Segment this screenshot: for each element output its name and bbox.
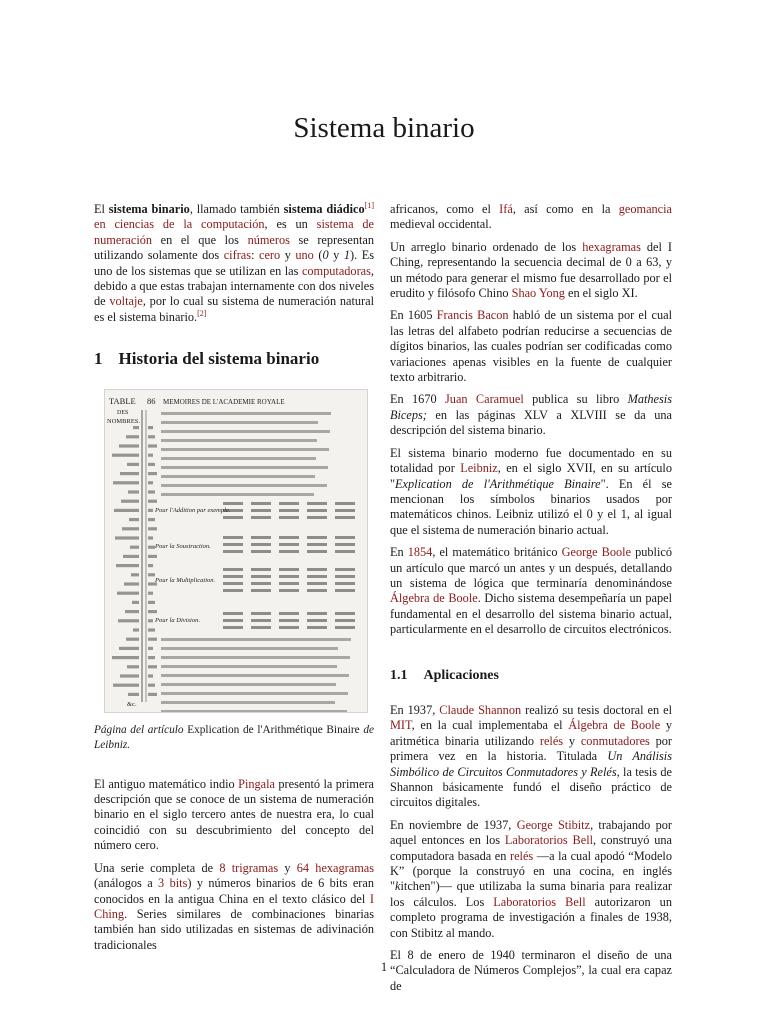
scan-mark [148, 656, 155, 659]
scan-mark [125, 610, 139, 613]
scan-mark [114, 508, 139, 511]
link-voltaje[interactable]: voltaje [109, 294, 143, 309]
scan-mark [335, 509, 355, 512]
scan-mark [251, 612, 271, 615]
scan-mark [279, 502, 299, 505]
scan-mark [161, 710, 347, 712]
binary-number-column [112, 426, 157, 696]
fig-nombres: NOMBRES. [107, 417, 141, 425]
scan-mark [127, 462, 139, 465]
fig-des: DES [117, 409, 129, 416]
scan-mark [279, 516, 299, 519]
scan-mark [161, 466, 328, 469]
scan-mark [279, 509, 299, 512]
scan-mark [126, 637, 139, 640]
scan-mark [161, 674, 349, 677]
scan-mark [148, 453, 153, 456]
link-cifras[interactable]: cifras [223, 248, 252, 263]
scan-mark [161, 638, 351, 641]
scan-mark [251, 626, 271, 629]
bold-term: sistema diádico [283, 202, 365, 216]
link-algebra-boole[interactable]: Álgebra de Boole [568, 718, 661, 733]
scan-mark [148, 637, 157, 640]
scan-mark [148, 665, 157, 668]
paragraph: En 1605 Francis Bacon habló de un sistema por el cual las letras del alfabeto podrían reducirse a secuencias de dígitos binarios, las cuales podrían ser codificadas como variaciones apenas visibles en la fuente de cualquier texto arbitrario. [390, 308, 672, 385]
scan-mark [251, 568, 271, 571]
scan-mark [307, 589, 327, 592]
scan-mark [223, 589, 243, 592]
scan-mark [335, 582, 355, 585]
scan-mark [148, 619, 153, 622]
link-hexagramas[interactable]: 64 hexagramas [296, 860, 375, 875]
paragraph: En 1937, Claude Shannon realizó su tesis doctoral en el MIT, en la cual implementaba el Álgebra de Boole y aritmética binaria utilizando relés y conmutadores por primera vez en la historia. Titulada Un Análisis Simbólico de Circuitos Conmutadores y Relés, la tesis de Shannon básicamente fundó el diseño práctico de circuitos digitales. [390, 702, 673, 810]
scan-mark [148, 499, 157, 502]
scan-mark [122, 527, 139, 530]
scan-mark [127, 665, 139, 668]
scan-mark [279, 536, 299, 539]
scan-mark [161, 665, 337, 668]
scan-mark [279, 575, 299, 578]
scan-mark [148, 600, 155, 603]
scan-mark [335, 575, 355, 578]
scan-mark [113, 481, 139, 484]
scan-mark [335, 589, 355, 592]
scan-mark [161, 412, 331, 415]
scan-mark [148, 591, 153, 594]
scan-mark [307, 582, 327, 585]
scan-mark [115, 536, 139, 539]
scan-mark [335, 550, 355, 553]
scan-mark [123, 554, 139, 557]
scan-mark [148, 564, 153, 567]
scan-mark [307, 612, 327, 615]
paragraph: En 1854, el matemático británico George Boole publicó un artículo que marcó un antes y un después, detallando un sistema de lógica que terminaría denominándose Álgebra de Boole. Dicho sistema desempeñaría un papel fundamental en el desarrollo del sistema binario actual, particularmente en el desarrollo de circuitos electrónicos. [390, 545, 673, 637]
scan-mark [335, 619, 355, 622]
link-laboratorios-bell[interactable]: Laboratorios Bell [493, 894, 586, 909]
fig-header-title: MEMOIRES DE L'ACADEMIE ROYALE [163, 397, 285, 406]
scan-mark [279, 619, 299, 622]
scan-mark [223, 582, 243, 585]
link-pingala[interactable]: Pingala [238, 776, 275, 791]
link-mit[interactable]: MIT [390, 718, 412, 733]
scan-mark [161, 484, 327, 487]
scan-mark [128, 692, 139, 695]
scan-mark [128, 490, 139, 493]
paragraph: El sistema binario moderno fue documentado en su totalidad por Leibniz, en el siglo XVII, en su artículo "Explication de l'Arithmétique Binaire". En él se mencionan los símbolos binarios usados por matemáticos chinos. Leibniz utilizó el 0 y el 1, al igual que el sistema de numeración binario actual. [390, 445, 672, 537]
scan-mark [148, 674, 153, 677]
scan-mark [112, 656, 139, 659]
scan-mark [223, 502, 243, 505]
scan-mark [223, 536, 243, 539]
scanned-page-illustration [105, 390, 367, 712]
scan-mark [161, 475, 315, 478]
link-laboratorios-bell[interactable]: Laboratorios Bell [504, 833, 594, 848]
scan-mark [117, 591, 139, 594]
scan-mark [307, 550, 327, 553]
fig-soustraction-label: Pour la Soustraction. [155, 542, 211, 550]
scan-mark [118, 619, 139, 622]
link-1854[interactable]: 1854 [407, 545, 433, 560]
fig-header-number: 86 [147, 395, 156, 406]
scan-mark [251, 582, 271, 585]
scan-mark [161, 457, 316, 460]
link-bits[interactable]: 3 bits [158, 876, 188, 891]
scan-mark [130, 545, 139, 548]
scan-mark [251, 509, 271, 512]
link-sistema-numeracion[interactable]: sistema de numeración [94, 217, 374, 247]
paragraph: En 1670 Juan Caramuel publica su libro Mathesis Biceps; en las páginas XLV a XLVIII se da una descripción del sistema binario. [390, 392, 672, 438]
fig-addition-label: Pour l'Addition par exemple. [155, 506, 231, 514]
page-number: 1 [380, 960, 388, 974]
link-george-stibitz[interactable]: George Stibitz [516, 817, 591, 832]
scan-mark [307, 626, 327, 629]
scan-mark [251, 543, 271, 546]
link-juan-caramuel[interactable]: Juan Caramuel [445, 392, 524, 407]
link-reles[interactable]: relés [510, 848, 534, 863]
scan-mark [335, 516, 355, 519]
scan-mark [148, 490, 155, 493]
right-column [390, 202, 672, 1001]
scan-mark [148, 646, 153, 649]
scan-mark [148, 554, 157, 557]
scan-mark [161, 647, 338, 650]
scan-mark [148, 527, 157, 530]
reference-link[interactable]: [2] [197, 308, 207, 318]
link-george-boole[interactable]: George Boole [561, 545, 632, 560]
scan-mark [148, 444, 157, 447]
scan-mark [251, 575, 271, 578]
scan-mark [148, 508, 153, 511]
scan-mark [279, 568, 299, 571]
scan-mark [148, 610, 157, 613]
scan-mark [223, 626, 243, 629]
scan-mark [223, 612, 243, 615]
fig-division-label: Pour la Division. [155, 616, 200, 624]
reference-link[interactable]: [1] [364, 200, 374, 210]
scan-mark [223, 619, 243, 622]
link-shao-yong[interactable]: Shao Yong [511, 286, 565, 301]
link-ifa[interactable]: Ifá [499, 202, 513, 216]
scan-mark [223, 568, 243, 571]
scan-mark [148, 545, 155, 548]
scan-mark [129, 518, 139, 521]
scan-mark [307, 502, 327, 505]
scan-mark [148, 435, 155, 438]
scan-mark [120, 472, 139, 475]
scan-mark [113, 683, 139, 686]
scan-mark [223, 575, 243, 578]
scan-mark [161, 448, 329, 451]
scan-mark [132, 600, 139, 603]
link-ciencias-computacion[interactable]: en ciencias de la computación [94, 217, 265, 232]
scan-mark [335, 543, 355, 546]
scan-mark [148, 573, 155, 576]
scan-mark [148, 536, 153, 539]
scan-mark [148, 426, 153, 429]
scan-mark [161, 493, 314, 496]
scan-mark [161, 692, 348, 695]
fig-multiplication-label: Pour la Multiplication. [155, 576, 216, 584]
link-francis-bacon[interactable]: Francis Bacon [436, 308, 509, 323]
scan-mark [307, 619, 327, 622]
scan-mark [119, 646, 139, 649]
paragraph: Una serie completa de 8 trigramas y 64 hexagramas (análogos a 3 bits) y números binarios de 6 bits eran conocidos en la antigua China en el texto clásico del I Ching. Series similares de combinaciones binarias también han sido utilizadas en sistemas de adivinación tradicionales [94, 860, 375, 952]
scan-mark [126, 435, 139, 438]
link-claude-shannon[interactable]: Claude Shannon [439, 702, 522, 717]
scan-mark [307, 509, 327, 512]
scan-mark [279, 589, 299, 592]
fig-header-table: TABLE [109, 395, 136, 406]
page-title: Sistema binario [293, 112, 475, 144]
scan-mark [307, 536, 327, 539]
scan-mark [251, 536, 271, 539]
subsection-heading: 1.1 Aplicaciones [390, 667, 499, 683]
scan-mark [133, 628, 139, 631]
scan-mark [279, 612, 299, 615]
link-trigramas[interactable]: 8 trigramas [219, 860, 279, 875]
scan-mark [335, 568, 355, 571]
scan-mark [161, 701, 335, 704]
scan-mark [120, 674, 139, 677]
scan-mark [148, 518, 155, 521]
scan-mark [223, 516, 243, 519]
scan-mark [279, 543, 299, 546]
link-i-ching[interactable]: I Ching [94, 891, 374, 921]
link-hexagramas[interactable]: hexagramas [582, 239, 641, 254]
paragraph: El antiguo matemático indio Pingala presentó la primera descripción que se conoce de un sistema de numeración binario en el siglo tercero antes de nuestra era, lo cual coincidió con su descubrimiento del concepto del número cero. [94, 776, 375, 853]
link-cero[interactable]: cero [258, 248, 281, 263]
fig-etc: &c. [127, 700, 137, 708]
scan-mark [335, 626, 355, 629]
scan-mark [335, 502, 355, 505]
scan-mark [116, 564, 139, 567]
scan-mark [251, 619, 271, 622]
left-column [94, 202, 374, 960]
scan-mark [161, 439, 317, 442]
scan-mark [307, 568, 327, 571]
scan-mark [223, 543, 243, 546]
scan-mark [121, 499, 139, 502]
scan-mark [161, 656, 350, 659]
intro-paragraph: El sistema binario, llamado también sistema diádico[1] en ciencias de la computación, es un sistema de numeración en el que los números se representan utilizando solamente dos cifras: cero y uno (0 y 1). Es uno de los sistemas que se utilizan en las computadoras, debido a que estas trabajan internamente con dos niveles de voltaje, por lo cual su sistema de numeración natural es el sistema binario.[2] [94, 200, 375, 324]
scan-mark [251, 589, 271, 592]
scanned-text-lines [161, 412, 355, 712]
scan-mark [251, 550, 271, 553]
scan-mark [148, 692, 157, 695]
scan-mark [279, 550, 299, 553]
scan-mark [161, 421, 318, 424]
scan-mark [148, 472, 157, 475]
scan-mark [251, 516, 271, 519]
scan-mark [148, 462, 155, 465]
scan-mark [148, 683, 155, 686]
scan-mark [307, 543, 327, 546]
bold-term: sistema binario [108, 202, 190, 216]
scan-mark [307, 516, 327, 519]
scan-mark [124, 582, 139, 585]
scan-mark [148, 628, 155, 631]
scan-mark [279, 582, 299, 585]
scan-mark [279, 626, 299, 629]
section-heading: 1 Historia del sistema binario [94, 349, 320, 369]
link-computadoras[interactable]: computadoras [301, 263, 371, 278]
scan-mark [148, 481, 153, 484]
scan-mark [119, 444, 139, 447]
scan-mark [131, 573, 139, 576]
link-reles[interactable]: relés [539, 733, 564, 748]
paragraph: africanos, como el Ifá, así como en la geomancia medieval occidental. [390, 202, 673, 232]
scan-mark [335, 536, 355, 539]
paragraph: En noviembre de 1937, George Stibitz, trabajando por aquel entonces en los Laboratorios Bell, construyó una computadora basada en relés —a la cual apodó “Modelo K” (porque la construyó en una cocina, en inglés "kitchen")— que utilizaba la suma binaria para realizar los cálculos. Los Laboratorios Bell autorizaron un completo programa de investigación a finales de 1938, con Stibitz al mando. [390, 817, 673, 940]
paragraph: El 8 de enero de 1940 terminaron el diseño de una “Calculadora de Números Complejos”, la cual era capaz de [390, 948, 672, 993]
link-uno[interactable]: uno [295, 248, 314, 263]
leibniz-table-image [104, 389, 368, 713]
paragraph: Un arreglo binario ordenado de los hexagramas del I Ching, representando la secuencia decimal de 0 a 63, y un método para generar el mismo fue desarrollado por el erudito y filósofo Chino Shao Yong en el siglo XI. [390, 239, 672, 301]
scan-mark [112, 453, 139, 456]
link-geomancia[interactable]: geomancia [618, 202, 673, 216]
scan-mark [335, 612, 355, 615]
link-numeros[interactable]: números [247, 232, 290, 247]
link-algebra-boole[interactable]: Álgebra de Boole [390, 591, 478, 606]
scan-mark [161, 683, 336, 686]
scan-mark [223, 550, 243, 553]
link-leibniz[interactable]: Leibniz [460, 461, 498, 476]
scan-mark [307, 575, 327, 578]
scan-mark [133, 426, 139, 429]
scan-mark [161, 430, 330, 433]
figure-caption: Página del artículo Explication de l'Arithmétique Binaire de Leibniz. [94, 723, 374, 751]
scan-mark [251, 502, 271, 505]
link-conmutadores[interactable]: conmutadores [580, 733, 650, 748]
